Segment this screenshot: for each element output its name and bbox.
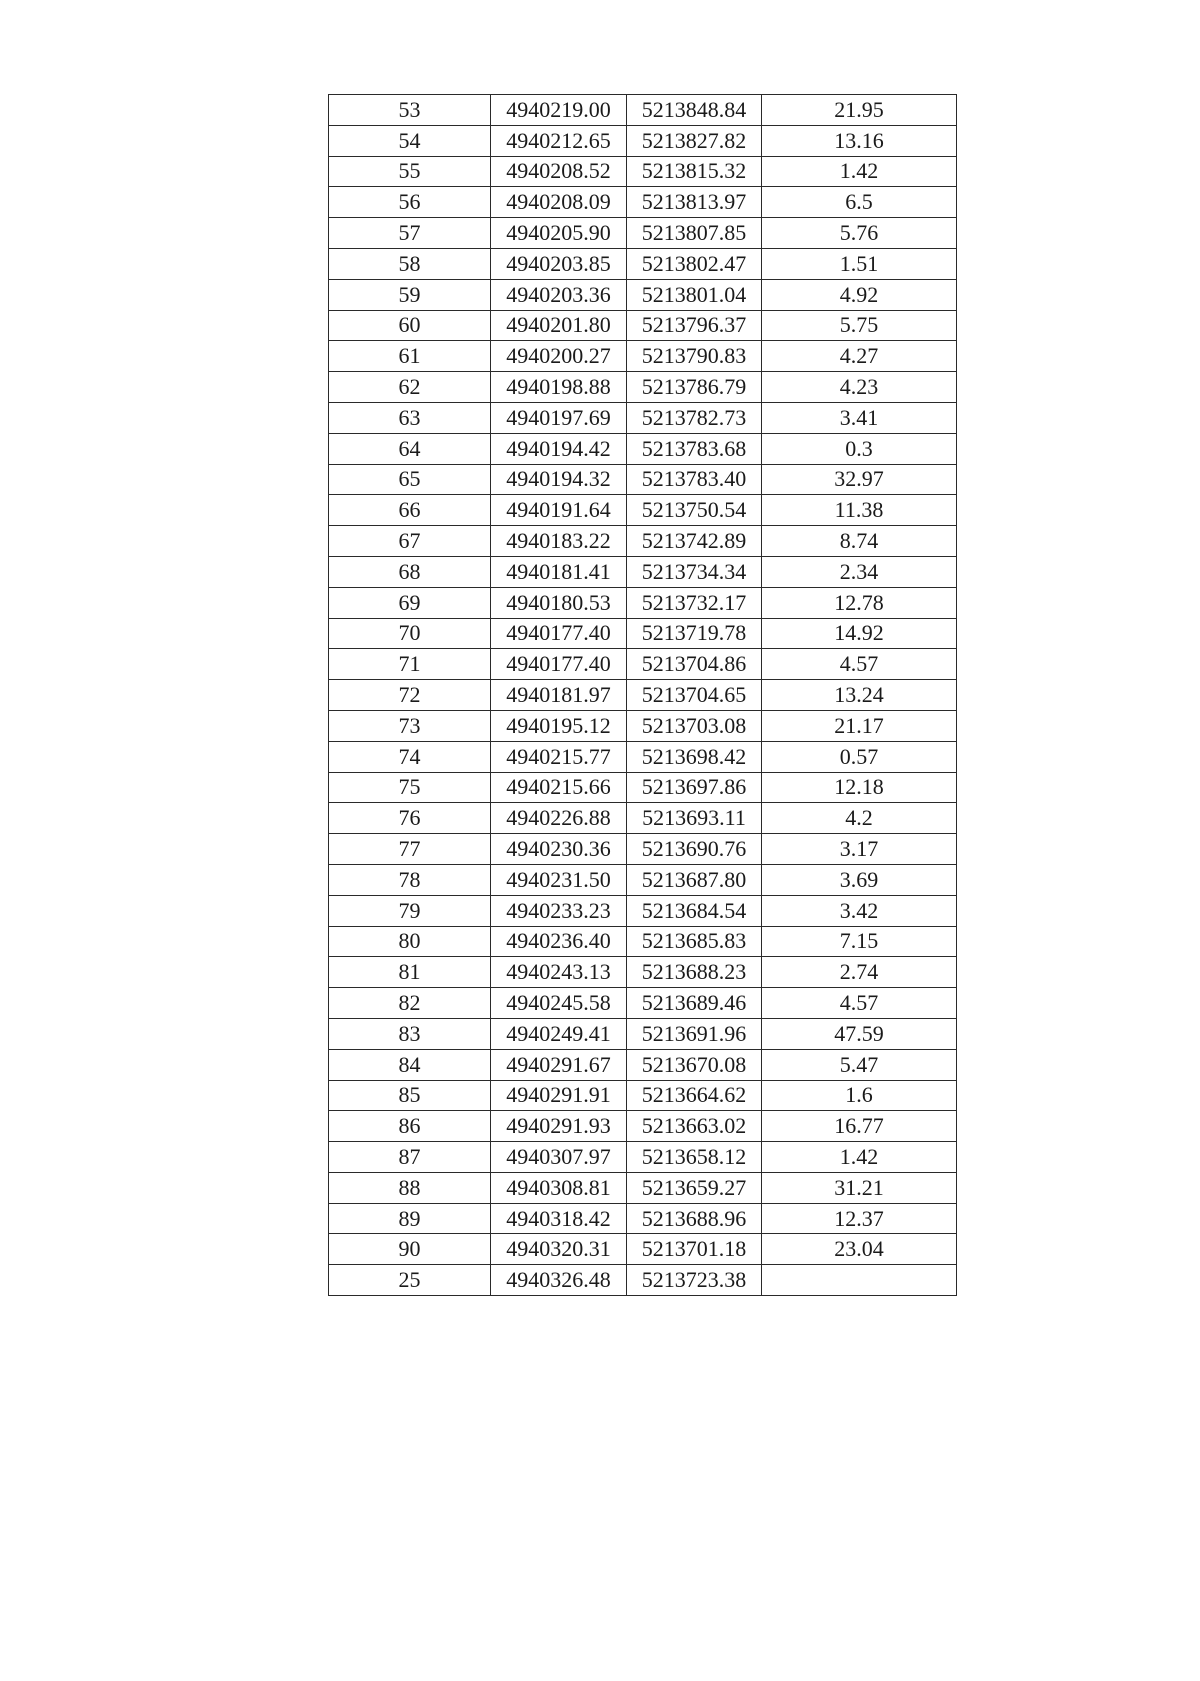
table-row — [329, 372, 957, 403]
y-coordinate-cell: 5213704.65 — [627, 680, 762, 711]
segment-length-cell: 0.57 — [762, 741, 957, 772]
segment-length-cell: 3.42 — [762, 895, 957, 926]
table-row — [329, 680, 957, 711]
y-coordinate-cell: 5213796.37 — [627, 310, 762, 341]
point-number-cell: 83 — [329, 1018, 491, 1049]
segment-length-cell: 4.57 — [762, 988, 957, 1019]
y-coordinate-cell: 5213701.18 — [627, 1234, 762, 1265]
segment-length-cell: 3.69 — [762, 864, 957, 895]
y-coordinate-cell: 5213693.11 — [627, 803, 762, 834]
x-coordinate-cell: 4940230.36 — [491, 834, 627, 865]
x-coordinate-cell: 4940326.48 — [491, 1265, 627, 1296]
y-coordinate-cell: 5213732.17 — [627, 587, 762, 618]
table-row — [329, 218, 957, 249]
x-coordinate-cell: 4940318.42 — [491, 1203, 627, 1234]
y-coordinate-cell: 5213670.08 — [627, 1049, 762, 1080]
y-coordinate-cell: 5213807.85 — [627, 218, 762, 249]
table-row — [329, 248, 957, 279]
y-coordinate-cell: 5213663.02 — [627, 1111, 762, 1142]
table-row — [329, 402, 957, 433]
point-number-cell: 87 — [329, 1142, 491, 1173]
x-coordinate-cell: 4940208.52 — [491, 156, 627, 187]
segment-length-cell: 7.15 — [762, 926, 957, 957]
table-row — [329, 741, 957, 772]
table-row — [329, 341, 957, 372]
point-number-cell: 70 — [329, 618, 491, 649]
segment-length-cell: 2.34 — [762, 556, 957, 587]
table-row — [329, 433, 957, 464]
point-number-cell: 64 — [329, 433, 491, 464]
segment-length-cell: 16.77 — [762, 1111, 957, 1142]
table-row — [329, 803, 957, 834]
point-number-cell: 25 — [329, 1265, 491, 1296]
point-number-cell: 78 — [329, 864, 491, 895]
x-coordinate-cell: 4940212.65 — [491, 125, 627, 156]
table-row — [329, 649, 957, 680]
point-number-cell: 55 — [329, 156, 491, 187]
point-number-cell: 88 — [329, 1172, 491, 1203]
y-coordinate-cell: 5213848.84 — [627, 95, 762, 126]
table-row — [329, 125, 957, 156]
table-row — [329, 1018, 957, 1049]
x-coordinate-cell: 4940215.66 — [491, 772, 627, 803]
table-row — [329, 526, 957, 557]
segment-length-cell: 12.37 — [762, 1203, 957, 1234]
table-row — [329, 864, 957, 895]
segment-length-cell: 21.17 — [762, 710, 957, 741]
y-coordinate-cell: 5213802.47 — [627, 248, 762, 279]
y-coordinate-cell: 5213659.27 — [627, 1172, 762, 1203]
table-row — [329, 1203, 957, 1234]
point-number-cell: 74 — [329, 741, 491, 772]
point-number-cell: 61 — [329, 341, 491, 372]
table-row — [329, 710, 957, 741]
segment-length-cell: 23.04 — [762, 1234, 957, 1265]
segment-length-cell: 4.57 — [762, 649, 957, 680]
y-coordinate-cell: 5213685.83 — [627, 926, 762, 957]
x-coordinate-cell: 4940226.88 — [491, 803, 627, 834]
x-coordinate-cell: 4940219.00 — [491, 95, 627, 126]
x-coordinate-cell: 4940291.93 — [491, 1111, 627, 1142]
segment-length-cell: 13.16 — [762, 125, 957, 156]
point-number-cell: 54 — [329, 125, 491, 156]
segment-length-cell: 1.42 — [762, 1142, 957, 1173]
segment-length-cell: 5.76 — [762, 218, 957, 249]
y-coordinate-cell: 5213698.42 — [627, 741, 762, 772]
point-number-cell: 75 — [329, 772, 491, 803]
table-row — [329, 926, 957, 957]
x-coordinate-cell: 4940307.97 — [491, 1142, 627, 1173]
x-coordinate-cell: 4940177.40 — [491, 649, 627, 680]
point-number-cell: 72 — [329, 680, 491, 711]
y-coordinate-cell: 5213687.80 — [627, 864, 762, 895]
y-coordinate-cell: 5213690.76 — [627, 834, 762, 865]
point-number-cell: 86 — [329, 1111, 491, 1142]
x-coordinate-cell: 4940291.67 — [491, 1049, 627, 1080]
segment-length-cell: 4.27 — [762, 341, 957, 372]
x-coordinate-cell: 4940215.77 — [491, 741, 627, 772]
x-coordinate-cell: 4940236.40 — [491, 926, 627, 957]
table-row — [329, 1080, 957, 1111]
table-row — [329, 279, 957, 310]
segment-length-cell: 21.95 — [762, 95, 957, 126]
point-number-cell: 69 — [329, 587, 491, 618]
coordinates-table-body — [329, 95, 957, 1296]
table-row — [329, 1265, 957, 1296]
point-number-cell: 56 — [329, 187, 491, 218]
y-coordinate-cell: 5213750.54 — [627, 495, 762, 526]
y-coordinate-cell: 5213815.32 — [627, 156, 762, 187]
table-row — [329, 834, 957, 865]
x-coordinate-cell: 4940231.50 — [491, 864, 627, 895]
table-row — [329, 1111, 957, 1142]
segment-length-cell: 11.38 — [762, 495, 957, 526]
table-row — [329, 495, 957, 526]
segment-length-cell: 14.92 — [762, 618, 957, 649]
table-row — [329, 587, 957, 618]
point-number-cell: 81 — [329, 957, 491, 988]
table-row — [329, 988, 957, 1019]
y-coordinate-cell: 5213801.04 — [627, 279, 762, 310]
y-coordinate-cell: 5213786.79 — [627, 372, 762, 403]
point-number-cell: 89 — [329, 1203, 491, 1234]
point-number-cell: 68 — [329, 556, 491, 587]
table-row — [329, 464, 957, 495]
segment-length-cell: 3.41 — [762, 402, 957, 433]
x-coordinate-cell: 4940208.09 — [491, 187, 627, 218]
y-coordinate-cell: 5213664.62 — [627, 1080, 762, 1111]
y-coordinate-cell: 5213684.54 — [627, 895, 762, 926]
point-number-cell: 59 — [329, 279, 491, 310]
table-row — [329, 187, 957, 218]
point-number-cell: 58 — [329, 248, 491, 279]
segment-length-cell: 13.24 — [762, 680, 957, 711]
x-coordinate-cell: 4940203.85 — [491, 248, 627, 279]
y-coordinate-cell: 5213697.86 — [627, 772, 762, 803]
y-coordinate-cell: 5213734.34 — [627, 556, 762, 587]
table-row — [329, 95, 957, 126]
table-row — [329, 1172, 957, 1203]
x-coordinate-cell: 4940308.81 — [491, 1172, 627, 1203]
point-number-cell: 77 — [329, 834, 491, 865]
x-coordinate-cell: 4940197.69 — [491, 402, 627, 433]
x-coordinate-cell: 4940205.90 — [491, 218, 627, 249]
point-number-cell: 76 — [329, 803, 491, 834]
table-row — [329, 618, 957, 649]
y-coordinate-cell: 5213688.23 — [627, 957, 762, 988]
coordinates-table — [328, 94, 957, 1296]
table-row — [329, 1049, 957, 1080]
table-row — [329, 310, 957, 341]
point-number-cell: 60 — [329, 310, 491, 341]
y-coordinate-cell: 5213742.89 — [627, 526, 762, 557]
table-row — [329, 895, 957, 926]
x-coordinate-cell: 4940194.42 — [491, 433, 627, 464]
point-number-cell: 79 — [329, 895, 491, 926]
y-coordinate-cell: 5213658.12 — [627, 1142, 762, 1173]
segment-length-cell: 2.74 — [762, 957, 957, 988]
segment-length-cell — [762, 1265, 957, 1296]
table-row — [329, 772, 957, 803]
x-coordinate-cell: 4940198.88 — [491, 372, 627, 403]
segment-length-cell: 1.51 — [762, 248, 957, 279]
point-number-cell: 62 — [329, 372, 491, 403]
x-coordinate-cell: 4940203.36 — [491, 279, 627, 310]
point-number-cell: 63 — [329, 402, 491, 433]
point-number-cell: 53 — [329, 95, 491, 126]
x-coordinate-cell: 4940177.40 — [491, 618, 627, 649]
segment-length-cell: 5.47 — [762, 1049, 957, 1080]
x-coordinate-cell: 4940200.27 — [491, 341, 627, 372]
segment-length-cell: 32.97 — [762, 464, 957, 495]
segment-length-cell: 6.5 — [762, 187, 957, 218]
segment-length-cell: 47.59 — [762, 1018, 957, 1049]
point-number-cell: 90 — [329, 1234, 491, 1265]
segment-length-cell: 5.75 — [762, 310, 957, 341]
segment-length-cell: 1.6 — [762, 1080, 957, 1111]
x-coordinate-cell: 4940245.58 — [491, 988, 627, 1019]
segment-length-cell: 31.21 — [762, 1172, 957, 1203]
segment-length-cell: 0.3 — [762, 433, 957, 464]
segment-length-cell: 1.42 — [762, 156, 957, 187]
segment-length-cell: 4.2 — [762, 803, 957, 834]
segment-length-cell: 12.78 — [762, 587, 957, 618]
x-coordinate-cell: 4940180.53 — [491, 587, 627, 618]
x-coordinate-cell: 4940291.91 — [491, 1080, 627, 1111]
y-coordinate-cell: 5213688.96 — [627, 1203, 762, 1234]
table-row — [329, 1234, 957, 1265]
y-coordinate-cell: 5213813.97 — [627, 187, 762, 218]
x-coordinate-cell: 4940320.31 — [491, 1234, 627, 1265]
segment-length-cell: 3.17 — [762, 834, 957, 865]
point-number-cell: 67 — [329, 526, 491, 557]
y-coordinate-cell: 5213691.96 — [627, 1018, 762, 1049]
y-coordinate-cell: 5213689.46 — [627, 988, 762, 1019]
table-row — [329, 156, 957, 187]
point-number-cell: 71 — [329, 649, 491, 680]
x-coordinate-cell: 4940183.22 — [491, 526, 627, 557]
x-coordinate-cell: 4940195.12 — [491, 710, 627, 741]
point-number-cell: 66 — [329, 495, 491, 526]
segment-length-cell: 4.92 — [762, 279, 957, 310]
y-coordinate-cell: 5213783.68 — [627, 433, 762, 464]
point-number-cell: 73 — [329, 710, 491, 741]
point-number-cell: 85 — [329, 1080, 491, 1111]
x-coordinate-cell: 4940249.41 — [491, 1018, 627, 1049]
segment-length-cell: 12.18 — [762, 772, 957, 803]
segment-length-cell: 8.74 — [762, 526, 957, 557]
y-coordinate-cell: 5213783.40 — [627, 464, 762, 495]
table-row — [329, 556, 957, 587]
x-coordinate-cell: 4940181.97 — [491, 680, 627, 711]
x-coordinate-cell: 4940233.23 — [491, 895, 627, 926]
x-coordinate-cell: 4940191.64 — [491, 495, 627, 526]
x-coordinate-cell: 4940194.32 — [491, 464, 627, 495]
y-coordinate-cell: 5213703.08 — [627, 710, 762, 741]
segment-length-cell: 4.23 — [762, 372, 957, 403]
table-row — [329, 1142, 957, 1173]
y-coordinate-cell: 5213790.83 — [627, 341, 762, 372]
point-number-cell: 80 — [329, 926, 491, 957]
point-number-cell: 84 — [329, 1049, 491, 1080]
y-coordinate-cell: 5213723.38 — [627, 1265, 762, 1296]
y-coordinate-cell: 5213719.78 — [627, 618, 762, 649]
point-number-cell: 65 — [329, 464, 491, 495]
point-number-cell: 57 — [329, 218, 491, 249]
y-coordinate-cell: 5213827.82 — [627, 125, 762, 156]
point-number-cell: 82 — [329, 988, 491, 1019]
x-coordinate-cell: 4940201.80 — [491, 310, 627, 341]
y-coordinate-cell: 5213782.73 — [627, 402, 762, 433]
x-coordinate-cell: 4940181.41 — [491, 556, 627, 587]
y-coordinate-cell: 5213704.86 — [627, 649, 762, 680]
x-coordinate-cell: 4940243.13 — [491, 957, 627, 988]
table-row — [329, 957, 957, 988]
